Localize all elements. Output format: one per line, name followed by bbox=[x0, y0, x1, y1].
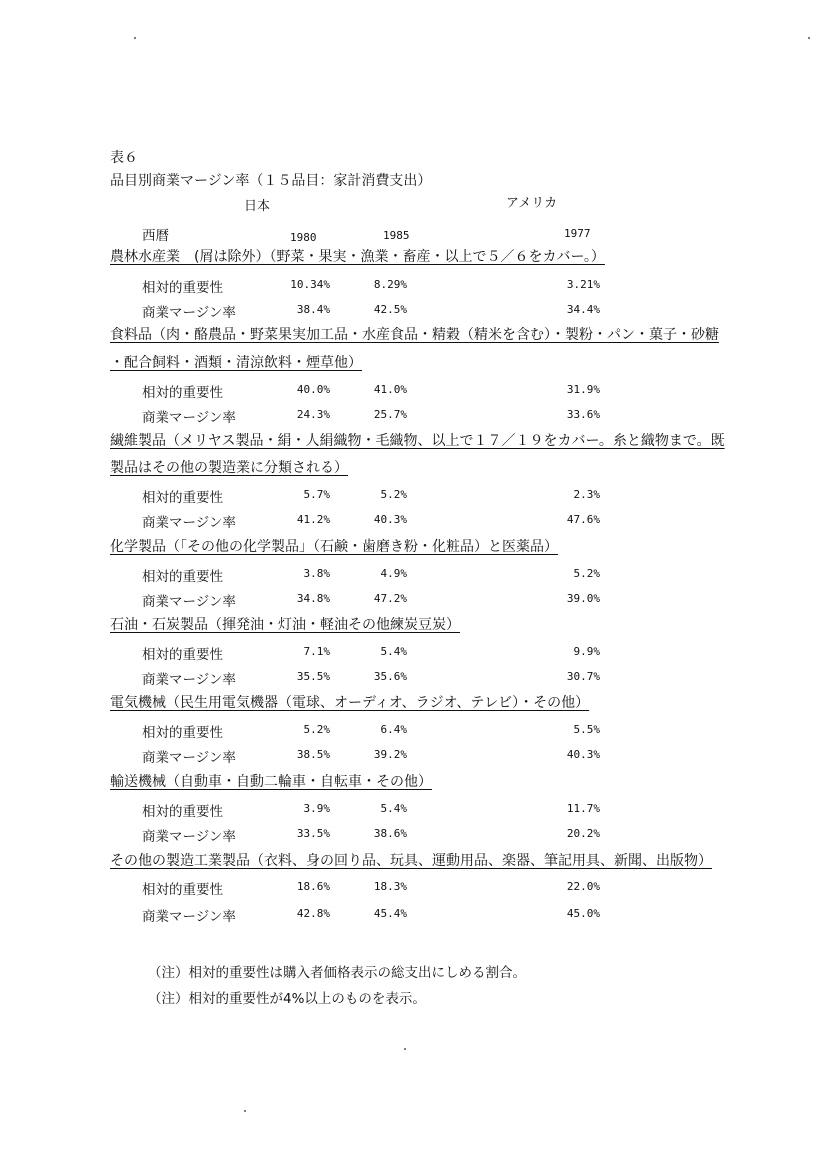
value-japan-1985: 41.0% bbox=[373, 383, 407, 396]
value-usa-1977: 11.7% bbox=[566, 802, 600, 815]
value-usa-1977: 33.6% bbox=[566, 408, 600, 421]
value-japan-1985: 47.2% bbox=[373, 592, 407, 605]
value-usa-1977: 40.3% bbox=[566, 748, 600, 761]
value-japan-1985: 5.2% bbox=[380, 488, 407, 501]
table-label: 表６ bbox=[110, 150, 138, 166]
value-japan-1985: 6.4% bbox=[380, 723, 407, 736]
header-year-1980: 1980 bbox=[290, 231, 317, 244]
value-japan-1980: 34.8% bbox=[296, 592, 330, 605]
value-japan-1980: 41.2% bbox=[296, 513, 330, 526]
row-label: 相対的重要性 bbox=[142, 569, 223, 585]
category-heading: 化学製品（「その他の化学製品」（石鹸・歯磨き粉・化粧品）と医薬品） bbox=[110, 539, 558, 555]
value-usa-1977: 22.0% bbox=[566, 880, 600, 893]
value-japan-1980: 7.1% bbox=[303, 645, 330, 658]
value-japan-1985: 4.9% bbox=[380, 567, 407, 580]
value-usa-1977: 2.3% bbox=[573, 488, 600, 501]
table-row bbox=[0, 276, 827, 296]
row-label: 商業マージン率 bbox=[142, 410, 236, 426]
category-heading: 農林水産業 (屑は除外）（野菜・果実・漁業・畜産・以上で５／６をカバー。） bbox=[110, 249, 605, 265]
table-row bbox=[0, 905, 827, 925]
value-japan-1985: 45.4% bbox=[373, 907, 407, 920]
table-row bbox=[0, 825, 827, 845]
value-japan-1980: 5.7% bbox=[303, 488, 330, 501]
value-usa-1977: 5.2% bbox=[573, 567, 600, 580]
value-usa-1977: 47.6% bbox=[566, 513, 600, 526]
header-year-1977: 1977 bbox=[564, 227, 591, 240]
table-row bbox=[0, 565, 827, 585]
category-heading: 食料品（肉・酪農品・野菜果実加工品・水産食品・精穀（精米を含む）・製粉・パン・菓子・砂糖 bbox=[110, 327, 719, 343]
table-row bbox=[0, 643, 827, 663]
value-japan-1980: 18.6% bbox=[296, 880, 330, 893]
footnote: （注）相対的重要性が4%以上のものを表示。 bbox=[148, 991, 426, 1007]
value-usa-1977: 30.7% bbox=[566, 670, 600, 683]
value-usa-1977: 3.21% bbox=[566, 278, 600, 291]
row-label: 商業マージン率 bbox=[142, 515, 236, 531]
value-japan-1980: 24.3% bbox=[296, 408, 330, 421]
header-year-label: 西暦 bbox=[142, 228, 169, 244]
table-row bbox=[0, 878, 827, 898]
value-japan-1980: 38.5% bbox=[296, 748, 330, 761]
row-label: 商業マージン率 bbox=[142, 909, 236, 925]
value-japan-1985: 5.4% bbox=[380, 645, 407, 658]
value-japan-1980: 38.4% bbox=[296, 303, 330, 316]
footnote: （注）相対的重要性は購入者価格表示の総支出にしめる割合。 bbox=[148, 965, 526, 981]
value-japan-1980: 10.34% bbox=[290, 278, 330, 291]
category-heading: 繊維製品（メリヤス製品・絹・人絹織物・毛織物、以上で１７／１９をカバー。糸と織物まで。既 bbox=[110, 433, 725, 449]
row-label: 相対的重要性 bbox=[142, 385, 223, 401]
value-japan-1980: 33.5% bbox=[296, 827, 330, 840]
row-label: 相対的重要性 bbox=[142, 804, 223, 820]
value-japan-1985: 40.3% bbox=[373, 513, 407, 526]
value-japan-1980: 35.5% bbox=[296, 670, 330, 683]
table-row bbox=[0, 381, 827, 401]
value-usa-1977: 5.5% bbox=[573, 723, 600, 736]
value-usa-1977: 39.0% bbox=[566, 592, 600, 605]
table-row bbox=[0, 511, 827, 531]
row-label: 相対的重要性 bbox=[142, 647, 223, 663]
table-row bbox=[0, 668, 827, 688]
value-japan-1980: 3.9% bbox=[303, 802, 330, 815]
value-japan-1985: 38.6% bbox=[373, 827, 407, 840]
table-row bbox=[0, 721, 827, 741]
value-japan-1980: 40.0% bbox=[296, 383, 330, 396]
table-title: 品目別商業マージン率（１５品目：家計消費支出） bbox=[110, 173, 432, 189]
table-row bbox=[0, 406, 827, 426]
header-japan: 日本 bbox=[244, 199, 271, 214]
row-label: 商業マージン率 bbox=[142, 750, 236, 766]
scan-speck bbox=[244, 1110, 246, 1112]
category-heading: 輸送機械（自動車・自動二輪車・自転車・その他） bbox=[110, 774, 432, 790]
value-usa-1977: 34.4% bbox=[566, 303, 600, 316]
row-label: 商業マージン率 bbox=[142, 305, 236, 321]
category-heading-continued: ・配合飼料・酒類・清涼飲料・煙草他） bbox=[110, 355, 362, 371]
row-label: 相対的重要性 bbox=[142, 882, 223, 898]
table-row bbox=[0, 800, 827, 820]
value-japan-1980: 3.8% bbox=[303, 567, 330, 580]
table-row bbox=[0, 486, 827, 506]
value-usa-1977: 31.9% bbox=[566, 383, 600, 396]
value-usa-1977: 45.0% bbox=[566, 907, 600, 920]
value-japan-1985: 25.7% bbox=[373, 408, 407, 421]
row-label: 商業マージン率 bbox=[142, 672, 236, 688]
value-japan-1980: 42.8% bbox=[296, 907, 330, 920]
scan-speck bbox=[134, 37, 136, 39]
value-japan-1985: 42.5% bbox=[373, 303, 407, 316]
category-heading-continued: 製品はその他の製造業に分類される） bbox=[110, 460, 348, 476]
row-label: 商業マージン率 bbox=[142, 829, 236, 845]
category-heading: その他の製造工業製品（衣料、身の回り品、玩具、運動用品、楽器、筆記用具、新聞、出版物） bbox=[110, 853, 712, 869]
value-japan-1985: 39.2% bbox=[373, 748, 407, 761]
table-row bbox=[0, 301, 827, 321]
value-usa-1977: 20.2% bbox=[566, 827, 600, 840]
value-japan-1980: 5.2% bbox=[303, 723, 330, 736]
category-heading: 石油・石炭製品（揮発油・灯油・軽油その他練炭豆炭） bbox=[110, 617, 460, 633]
row-label: 相対的重要性 bbox=[142, 490, 223, 506]
value-japan-1985: 18.3% bbox=[373, 880, 407, 893]
row-label: 相対的重要性 bbox=[142, 280, 223, 296]
table-row bbox=[0, 746, 827, 766]
value-japan-1985: 8.29% bbox=[373, 278, 407, 291]
value-japan-1985: 5.4% bbox=[380, 802, 407, 815]
category-heading: 電気機械（民生用電気機器（電球、オーディオ、ラジオ、テレビ）・その他） bbox=[110, 695, 590, 711]
value-usa-1977: 9.9% bbox=[573, 645, 600, 658]
table-row bbox=[0, 590, 827, 610]
scan-speck bbox=[404, 1048, 406, 1050]
header-year-1985: 1985 bbox=[383, 229, 410, 242]
header-usa: アメリカ bbox=[506, 196, 558, 211]
row-label: 商業マージン率 bbox=[142, 594, 236, 610]
value-japan-1985: 35.6% bbox=[373, 670, 407, 683]
row-label: 相対的重要性 bbox=[142, 725, 223, 741]
scan-speck bbox=[808, 37, 810, 39]
